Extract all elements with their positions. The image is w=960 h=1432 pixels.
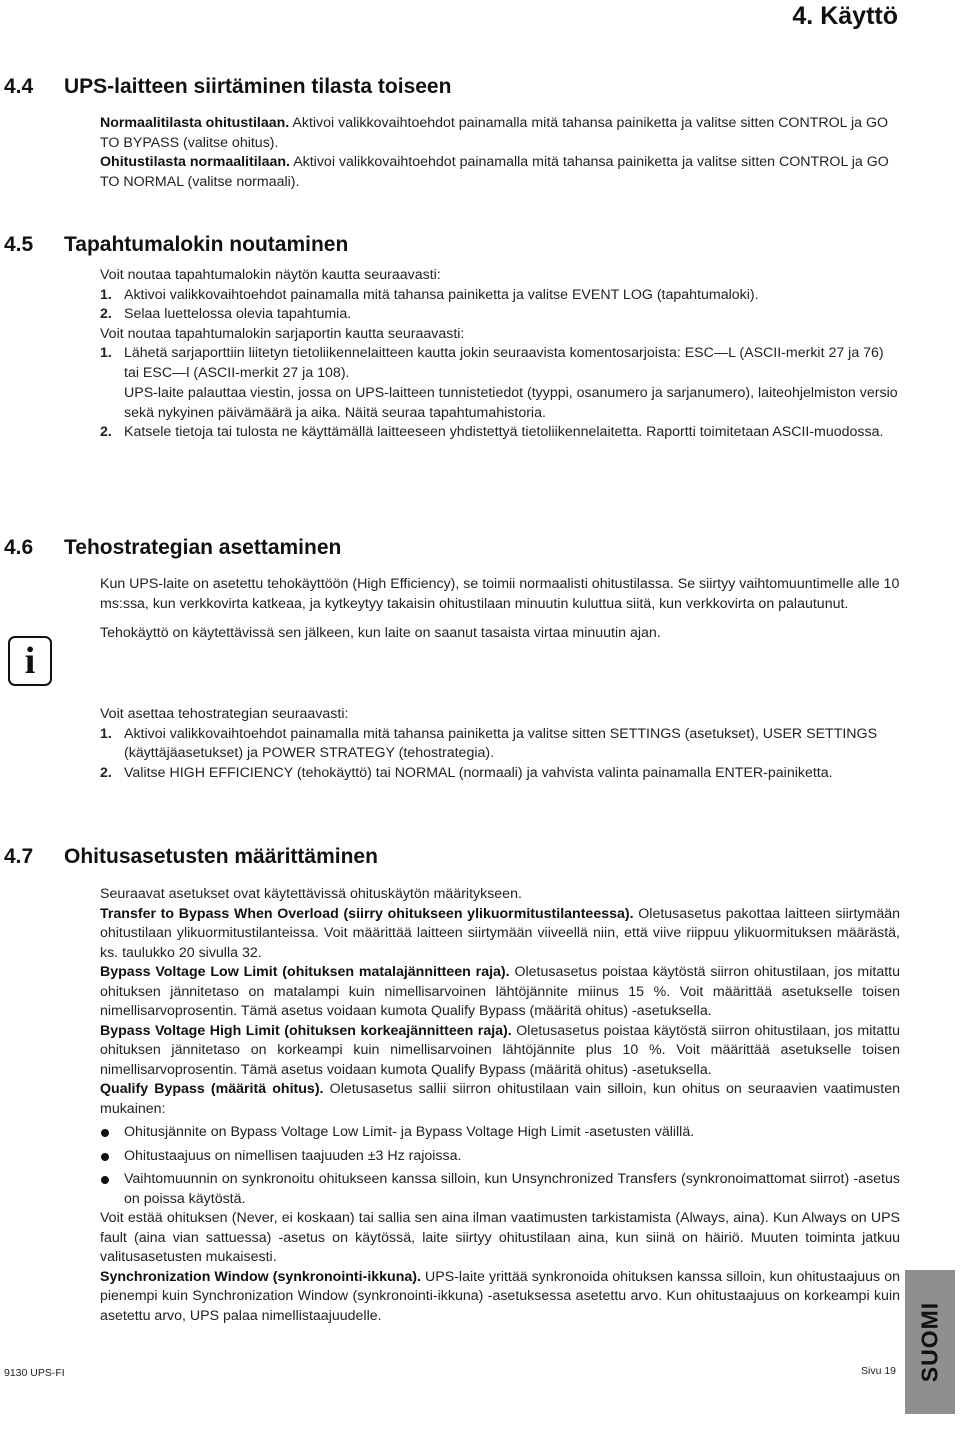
paragraph [100,114,900,153]
bold-lead: Bypass Voltage Low Limit (ohituksen matalajännitteen raja). [100,964,510,980]
paragraph [100,1022,900,1081]
section-body-4-6 [100,705,900,783]
section-body-4-6-note [100,575,900,644]
section-number: 4.5 [4,233,34,256]
paragraph: Voit asettaa tehostrategian seuraavasti: [100,706,349,722]
paragraph: Kun UPS-laite on asetettu tehokäyttöön (High Efficiency), se toimii normaalisti ohitustilassa. Se siirtyy vaihtomuuntimelle alle 10 ms:ssa, kun verkkovirta katkeaa, ja kytkeytyy takaisin ohitustilaan minuutin kuluttua siitä, kun verkkovirta on palautunut. [100,576,900,612]
paragraph: Tehokäyttö on käytettävissä sen jälkeen, kun laite on saanut tasaista virtaa minuutin ajan. [100,625,661,641]
bold-lead: Ohitustilasta normaalitilaan. [100,154,291,170]
bullet-item [100,1170,900,1209]
bullet-dot-icon [101,1129,109,1137]
bold-lead: Synchronization Window (synkronointi-ikkuna). [100,1268,421,1285]
section-title: Tehostrategian asettaminen [64,536,342,559]
bullet-item [100,1147,900,1167]
list-item [100,423,900,443]
item-number: 1. [100,345,112,361]
paragraph: Voit noutaa tapahtumalokin sarjaportin kautta seuraavasti: [100,325,465,342]
item-text: Selaa luettelossa olevia tapahtumia. [124,306,352,322]
section-title: Tapahtumalokin noutaminen [64,233,349,256]
document-id: 9130 UPS-FI [4,1367,65,1379]
bold-lead: Qualify Bypass (määritä ohitus). [100,1081,324,1097]
section-number: 4.7 [4,845,34,868]
bullet-dot-icon [101,1176,109,1184]
paragraph-text: Oletusasetus poistaa käytöstä siirron ohitustilaan, jos mitattu ohituksen jännitetaso on matalampi kuin nimellisarvoinen lähtöjännite miinus 15 %. Voit määrittää asetukselle toisen nimellisarvoprosentin. Tämä asetus voidaan kumota Qualify Bypass (määritä ohitus) -asetuksella. [100,964,900,1019]
item-number: 2. [100,306,112,322]
section-body-4-7 [100,885,900,1326]
page-number: Sivu 19 [861,1365,897,1377]
item-number: 1. [100,725,112,742]
bold-lead: Transfer to Bypass When Overload (siirry ohitukseen ylikuormitustilanteessa). [100,905,634,922]
section-title: UPS-laitteen siirtäminen tilasta toiseen [64,75,452,98]
section-body-4-4 [100,114,900,192]
language-label: SUOMI [916,1301,943,1383]
bullet-text: Vaihtomuunnin on synkronoitu ohitukseen kanssa silloin, kun Unsynchronized Transfers (synkronoimattomat siirrot) -asetus on poissa käytöstä. [124,1171,900,1207]
bullet-dot-icon [101,1153,109,1161]
info-icon: i [8,636,52,686]
chapter-title: 4. Käyttö [792,2,898,30]
paragraph-text: Aktivoi valikkovaihtoehdot painamalla mitä tahansa painiketta ja valitse sitten CONTROL ja GO TO NORMAL (valitse normaali). [100,154,889,190]
item-text: UPS-laite palauttaa viestin, jossa on UPS-laitteen tunnistetiedot (tyyppi, osanumero ja sarjanumero), laiteohjelmiston versio sekä nykyinen päivämäärä ja aika. Näitä seuraa tapahtumahistoria. [124,385,898,421]
list-item [100,305,900,325]
list-item [100,725,900,764]
item-number: 1. [100,286,112,303]
paragraph: Seuraavat asetukset ovat käytettävissä ohituskäytön määritykseen. [100,886,522,902]
item-text: Aktivoi valikkovaihtoehdot painamalla mitä tahansa painiketta ja valitse sitten SETTINGS (asetukset), USER SETTINGS (käyttäjäasetukset) ja POWER STRATEGY (tehostrategia). [124,725,878,761]
item-text: Aktivoi valikkovaihtoehdot painamalla mitä tahansa painiketta ja valitse EVENT LOG (tapahtumaloki). [124,286,759,303]
paragraph [100,963,900,1022]
section-body-4-5 [100,266,900,443]
section-title: Ohitusasetusten määrittäminen [64,845,378,868]
paragraph: Voit estää ohituksen (Never, ei koskaan) tai sallia sen aina ilman vaatimusten tarkistamista (Always, aina). Kun Always on UPS fault (aina vian sattuessa) -asetus on käytössä, laite siirtyy ohitustilaan aina, kun siinä on häiriö. Muuten toiminta jatkuu valitusasetusten mukaisesti. [100,1210,900,1265]
paragraph [100,905,900,964]
list-item [100,286,900,306]
paragraph-text: Oletusasetus pakottaa laitteen siirtymään ohitustilaan ylikuormitustilanteissa. Voit määrittää laitteen siirtymään viiveellä niin, että viive riippuu ylikuormituksen määrästä, ks. taulukko 20 sivulla 32. [100,905,900,961]
item-number: 2. [100,424,112,440]
bullet-text: Ohitusjännite on Bypass Voltage Low Limit- ja Bypass Voltage High Limit -asetusten välillä. [124,1124,695,1140]
list-item [100,344,900,423]
section-heading-4-4 [4,75,451,99]
list-item [100,764,900,784]
item-text: Katsele tietoja tai tulosta ne käyttämällä laitteeseen yhdistettyä tietoliikennelaitetta. Raportti toimitetaan ASCII-muodossa. [124,424,884,440]
bullet-item [100,1123,900,1143]
item-text: Valitse HIGH EFFICIENCY (tehokäyttö) tai NORMAL (normaali) ja vahvista valinta painamalla ENTER-painiketta. [124,764,833,781]
item-number: 2. [100,764,112,781]
bold-lead: Normaalitilasta ohitustilaan. [100,115,290,131]
paragraph-text: Oletusasetus poistaa käytöstä siirron ohitustilaan, jos mitattu ohituksen jännitetaso on korkeampi kuin nimellisarvoinen lähtöjännite plus 10 %. Voit määrittää asetukselle toisen nimellisarvoprosentin. Tämä asetus voidaan kumota Qualify Bypass (määritä ohitus) -asetuksella. [100,1022,900,1078]
paragraph [100,1080,900,1119]
paragraph [100,1268,900,1327]
paragraph-text: UPS-laite yrittää synkronoida ohituksen kanssa silloin, kun ohitustaajuus on pienempi kuin Synchronization Window (synkronointi-ikkuna) -asetuksessa asetettu arvo. Kun ohitustaajuus on korkeampi kuin asetettu arvo, UPS palaa nimellistaajuudelle. [100,1268,900,1324]
section-heading-4-5 [4,233,348,257]
section-number: 4.4 [4,75,34,98]
bullet-text: Ohitustaajuus on nimellisen taajuuden ±3 Hz rajoissa. [124,1147,462,1164]
section-heading-4-6 [4,536,341,560]
paragraph [100,153,900,192]
paragraph-text: Oletusasetus sallii siirron ohitustilaan vain silloin, kun ohitus on seuraavien vaatimusten mukainen: [100,1081,900,1117]
item-text: Lähetä sarjaporttiin liitetyn tietoliikennelaitteen kautta jokin seuraavista komentosarjoista: ESC—L (ASCII-merkit 27 ja 76) tai ESC—l (ASCII-merkit 27 ja 108). [124,345,884,381]
paragraph: Voit noutaa tapahtumalokin näytön kautta seuraavasti: [100,267,441,283]
section-number: 4.6 [4,536,34,559]
bold-lead: Bypass Voltage High Limit (ohituksen korkeajännitteen raja). [100,1022,512,1039]
section-heading-4-7 [4,845,378,869]
language-tab [905,1270,955,1414]
paragraph-text: Aktivoi valikkovaihtoehdot painamalla mitä tahansa painiketta ja valitse sitten CONTROL ja GO TO BYPASS (valitse ohitus). [100,115,889,151]
